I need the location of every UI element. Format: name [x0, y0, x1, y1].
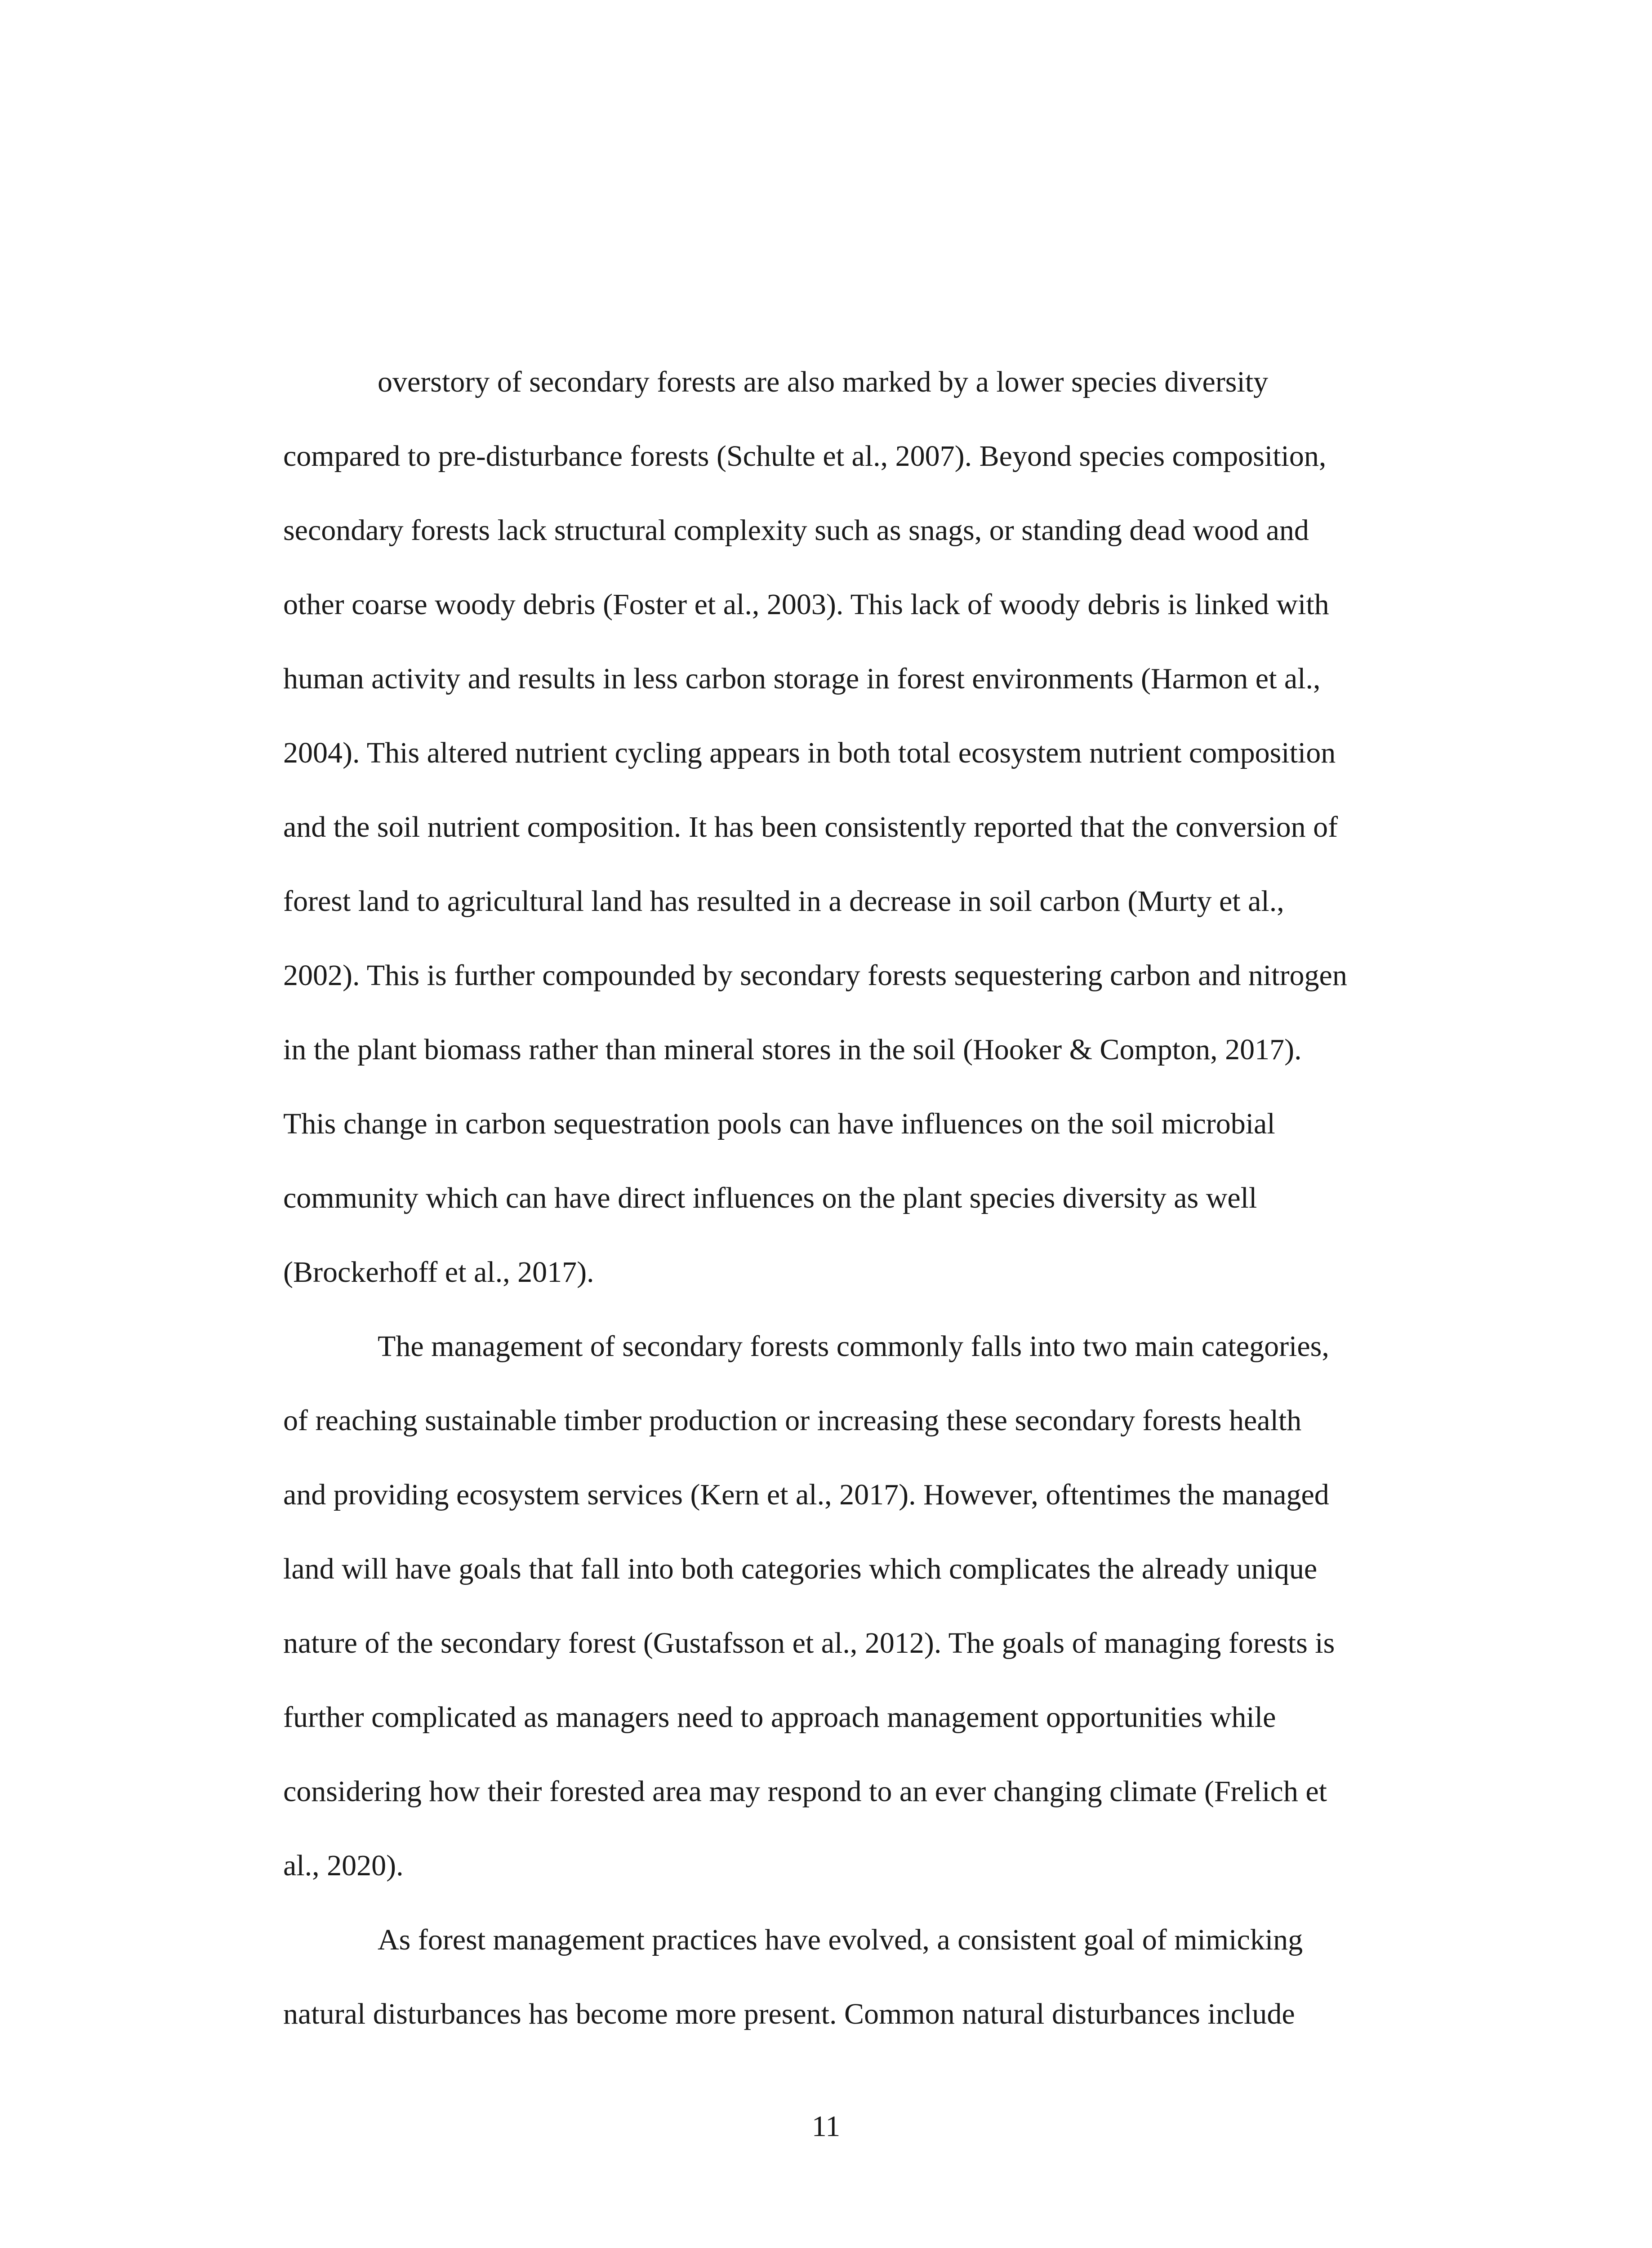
- text-line: forest land to agricultural land has resulted in a decrease in soil carbon (Murty et al.,: [283, 885, 1284, 918]
- text-line: secondary forests lack structural complexity such as snags, or standing dead wood and: [283, 514, 1309, 547]
- text-line: compared to pre-disturbance forests (Schulte et al., 2007). Beyond species composition,: [283, 440, 1327, 473]
- text-line: al., 2020).: [283, 1849, 404, 1882]
- text-line: The management of secondary forests commonly falls into two main categories,: [378, 1330, 1329, 1363]
- text-line: community which can have direct influences on the plant species diversity as well: [283, 1182, 1257, 1214]
- text-line: and the soil nutrient composition. It has been consistently reported that the conversion of: [283, 811, 1338, 843]
- text-line: 2004). This altered nutrient cycling appears in both total ecosystem nutrient composition: [283, 736, 1336, 769]
- page-number: 11: [811, 2110, 841, 2143]
- text-line: other coarse woody debris (Foster et al., 2003). This lack of woody debris is linked with: [283, 588, 1329, 621]
- text-line: This change in carbon sequestration pools can have influences on the soil microbial: [283, 1107, 1275, 1140]
- text-line: of reaching sustainable timber production or increasing these secondary forests health: [283, 1404, 1302, 1437]
- text-line: overstory of secondary forests are also marked by a lower species diversity: [378, 366, 1269, 398]
- text-line: further complicated as managers need to approach management opportunities while: [283, 1701, 1276, 1734]
- text-line: human activity and results in less carbon storage in forest environments (Harmon et al.,: [283, 662, 1321, 695]
- text-line: land will have goals that fall into both categories which complicates the already unique: [283, 1552, 1318, 1585]
- text-line: As forest management practices have evolved, a consistent goal of mimicking: [378, 1923, 1303, 1956]
- text-line: in the plant biomass rather than mineral stores in the soil (Hooker & Compton, 2017).: [283, 1033, 1302, 1066]
- text-line: 2002). This is further compounded by secondary forests sequestering carbon and nitrogen: [283, 959, 1347, 992]
- text-line: considering how their forested area may respond to an ever changing climate (Frelich et: [283, 1775, 1327, 1808]
- text-line: (Brockerhoff et al., 2017).: [283, 1256, 594, 1289]
- text-line: and providing ecosystem services (Kern et al., 2017). However, oftentimes the managed: [283, 1478, 1329, 1511]
- text-line: natural disturbances has become more present. Common natural disturbances include: [283, 1998, 1295, 2030]
- text-line: nature of the secondary forest (Gustafsson et al., 2012). The goals of managing forests is: [283, 1627, 1335, 1659]
